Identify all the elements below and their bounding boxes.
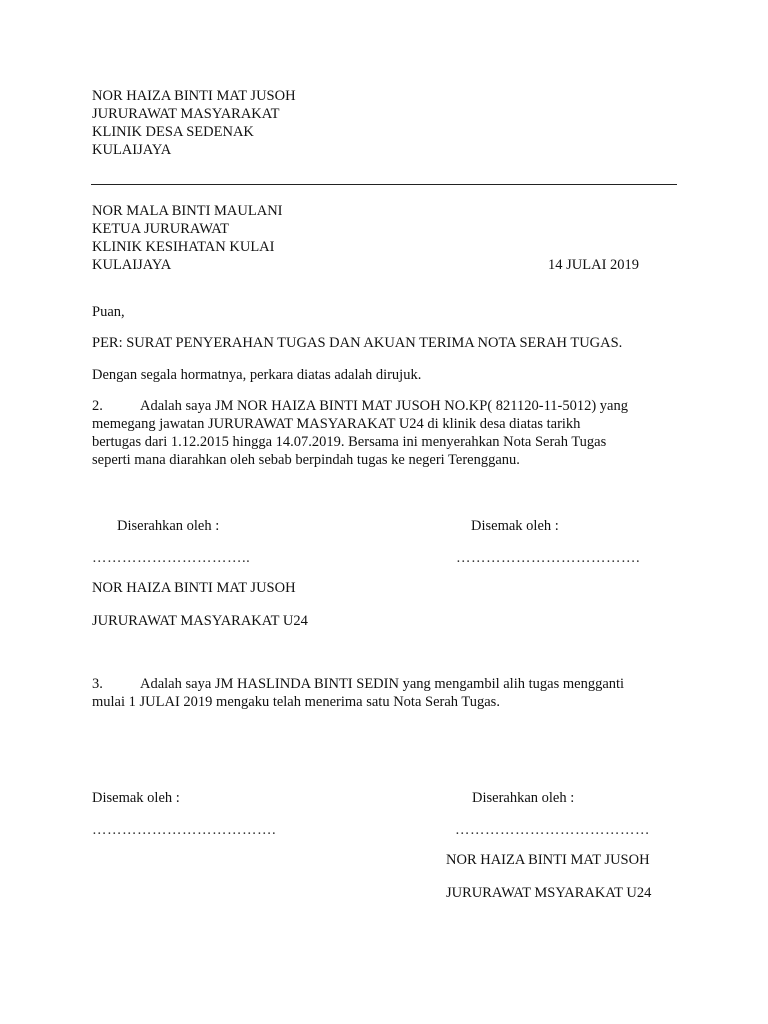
recipient-name: NOR MALA BINTI MAULANI xyxy=(92,203,283,219)
sender-clinic: KLINIK DESA SEDENAK xyxy=(92,124,254,140)
para2-line: seperti mana diarahkan oleh sebab berpindah tugas ke negeri Terengganu. xyxy=(92,452,520,468)
handed-over-label-2: Diserahkan oleh : xyxy=(472,790,575,806)
para3-number: 3. xyxy=(92,676,103,692)
signature-line-left-2: ………………………………. xyxy=(92,822,277,838)
opening-line: Dengan segala hormatnya, perkara diatas adalah dirujuk. xyxy=(92,367,422,383)
para2-number: 2. xyxy=(92,398,103,414)
letter-date: 14 JULAI 2019 xyxy=(548,257,640,273)
signatory-title: JURURAWAT MASYARAKAT U24 xyxy=(92,613,308,629)
sender-position: JURURAWAT MASYARAKAT xyxy=(92,106,280,122)
para2-line: memegang jawatan JURURAWAT MASYARAKAT U24 di klinik desa diatas tarikh xyxy=(92,416,581,432)
handed-over-label: Diserahkan oleh : xyxy=(117,518,220,534)
signature-line-right-2: ………………………………… xyxy=(455,822,650,838)
header-divider xyxy=(91,184,677,185)
checked-by-label-2: Disemak oleh : xyxy=(92,790,180,806)
subject-line: PER: SURAT PENYERAHAN TUGAS DAN AKUAN TERIMA NOTA SERAH TUGAS. xyxy=(92,335,623,351)
sender-name: NOR HAIZA BINTI MAT JUSOH xyxy=(92,88,296,104)
signatory-title-2: JURURAWAT MSYARAKAT U24 xyxy=(446,885,652,901)
para2-line: Adalah saya JM NOR HAIZA BINTI MAT JUSOH NO.KP( 821120-11-5012) yang xyxy=(140,398,628,414)
recipient-clinic: KLINIK KESIHATAN KULAI xyxy=(92,239,275,255)
signature-line-right: ………………………………. xyxy=(456,550,641,566)
signatory-name: NOR HAIZA BINTI MAT JUSOH xyxy=(92,580,296,596)
sender-address xyxy=(92,87,296,159)
para2-body xyxy=(92,397,682,469)
signatory-name-2: NOR HAIZA BINTI MAT JUSOH xyxy=(446,852,650,868)
para2-line: bertugas dari 1.12.2015 hingga 14.07.2019. Bersama ini menyerahkan Nota Serah Tugas xyxy=(92,434,607,450)
recipient-city: KULAIJAYA xyxy=(92,257,172,273)
checked-by-label: Disemak oleh : xyxy=(471,518,559,534)
sender-city: KULAIJAYA xyxy=(92,142,172,158)
para3-line: Adalah saya JM HASLINDA BINTI SEDIN yang mengambil alih tugas mengganti xyxy=(140,676,625,692)
recipient-position: KETUA JURURAWAT xyxy=(92,221,229,237)
recipient-address xyxy=(92,202,283,274)
salutation: Puan, xyxy=(92,304,125,320)
signature-line-left: ………………………….. xyxy=(92,550,251,566)
para3-body xyxy=(92,675,682,711)
para3-line: mulai 1 JULAI 2019 mengaku telah menerima satu Nota Serah Tugas. xyxy=(92,694,500,710)
